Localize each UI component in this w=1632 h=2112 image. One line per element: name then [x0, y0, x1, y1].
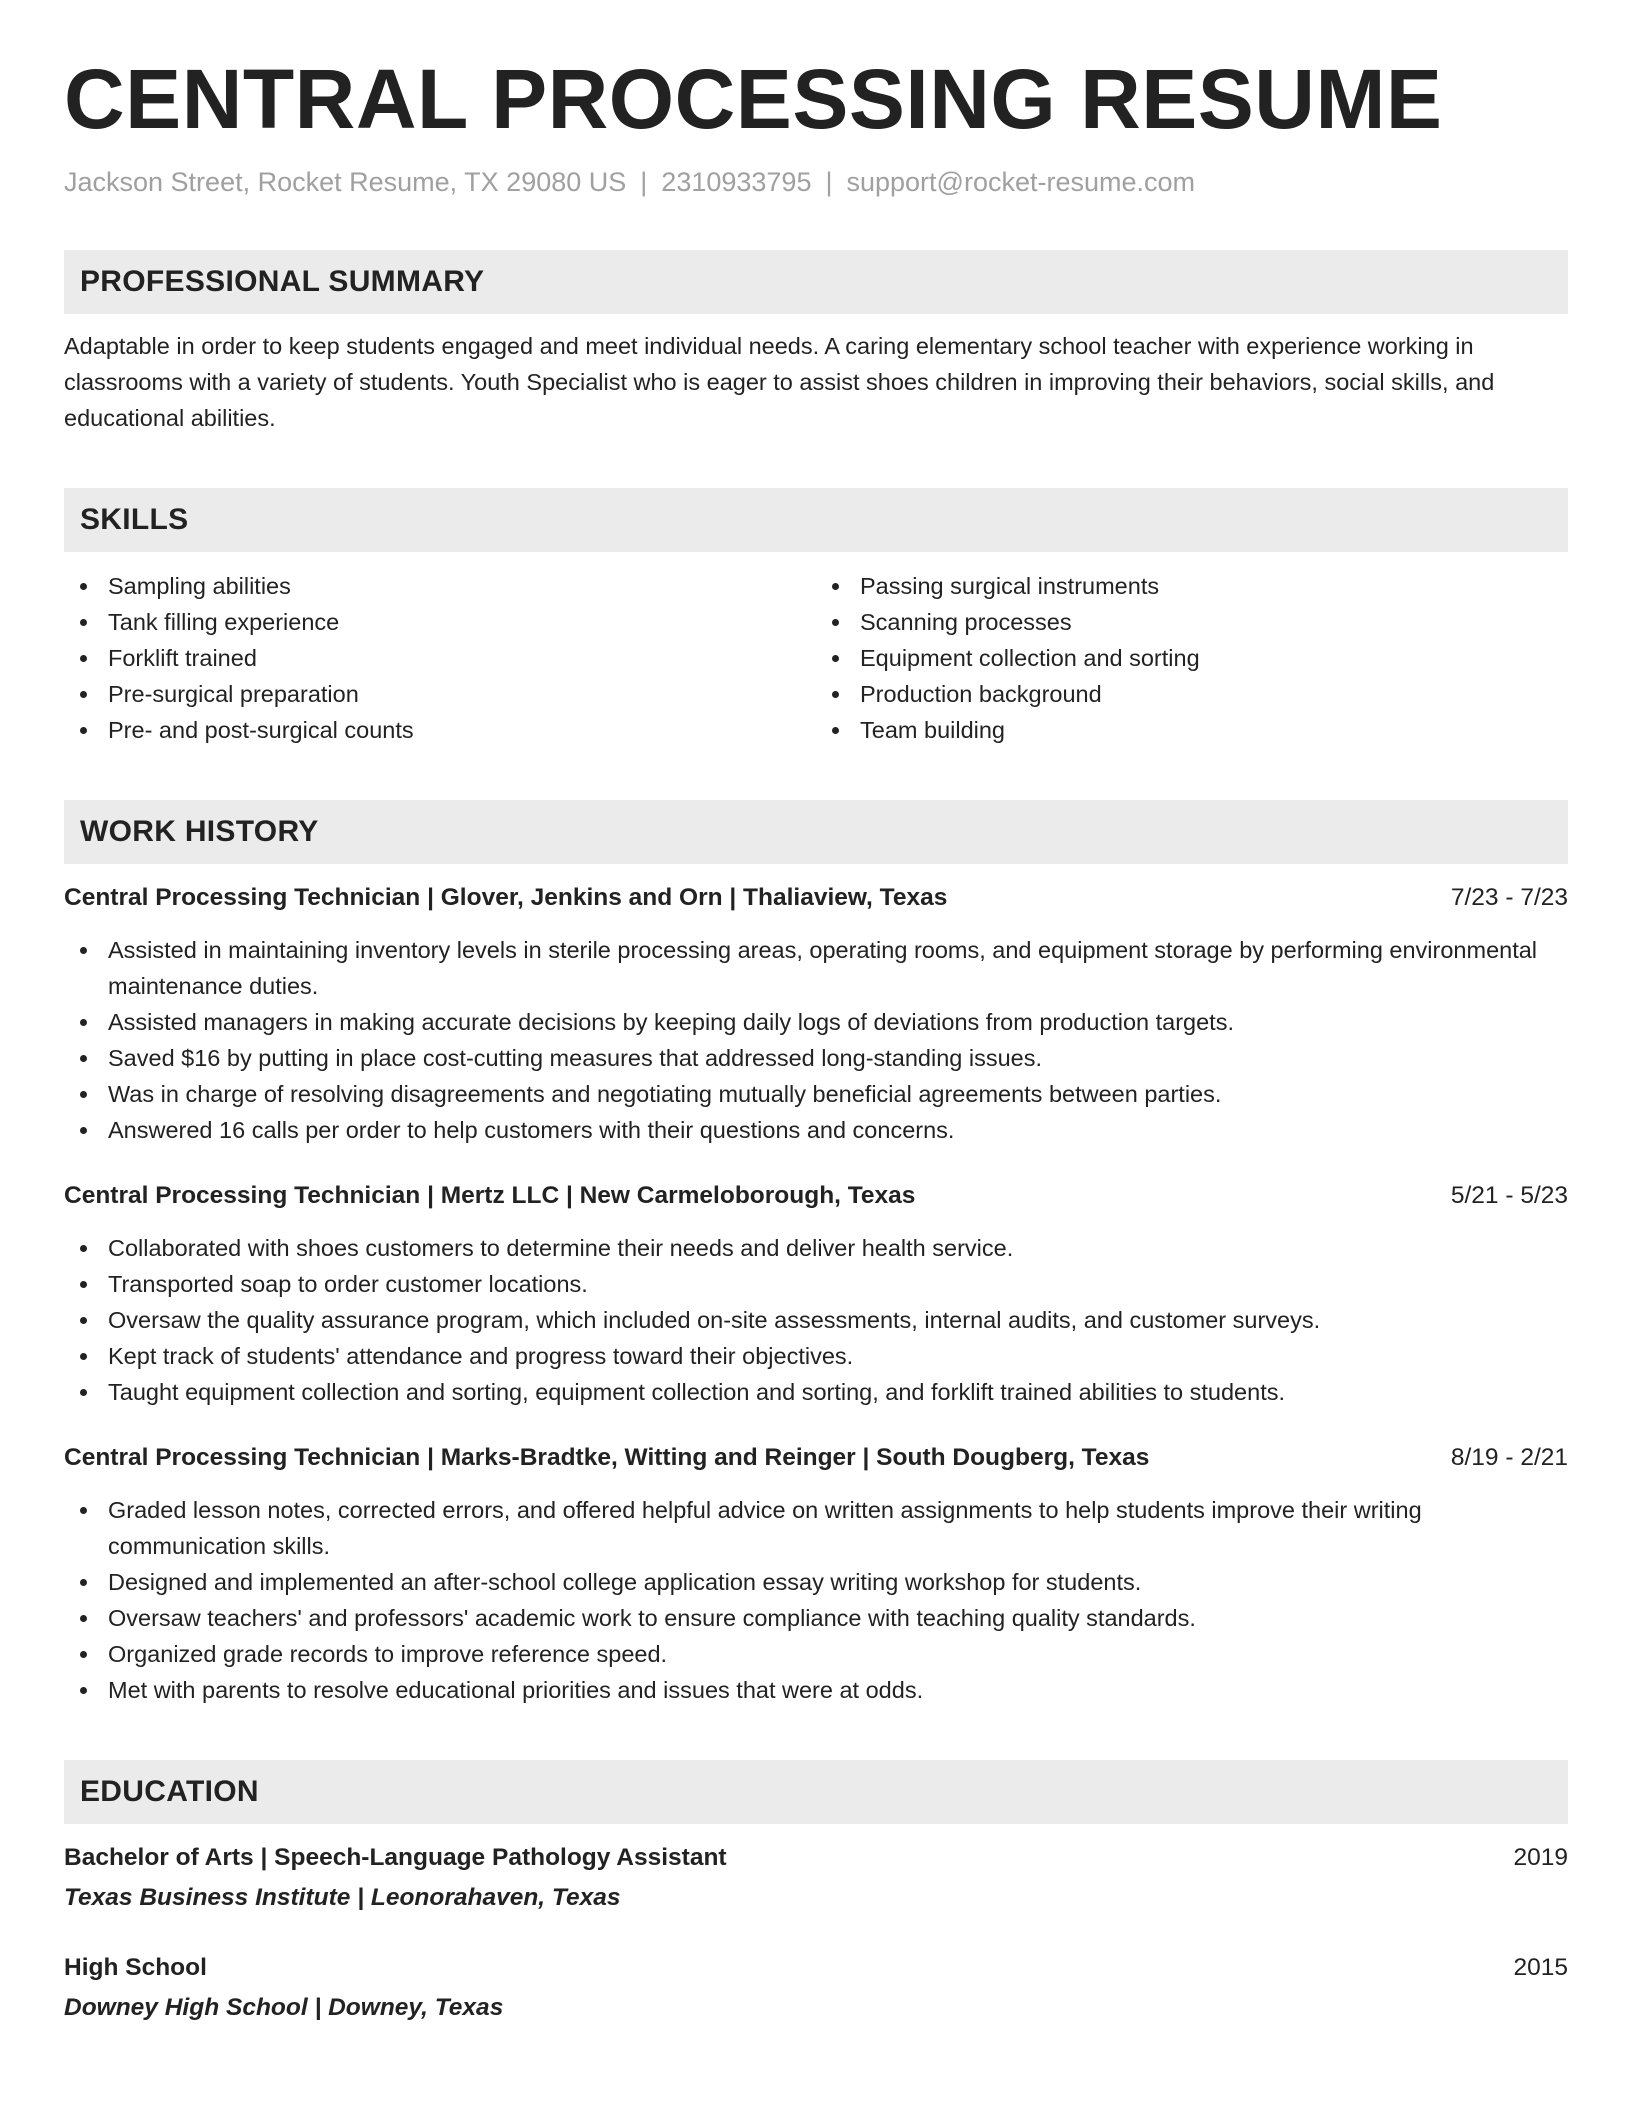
contact-separator: | [825, 167, 833, 198]
education-header [64, 1948, 1568, 1988]
job-entry [64, 880, 1568, 1148]
job-entry [64, 1178, 1568, 1410]
skill-item: Production background [816, 676, 1568, 712]
job-bullet: Taught equipment collection and sorting, equipment collection and sorting, and forklift trained abilities to students. [64, 1374, 1568, 1410]
skills-grid [64, 568, 1568, 748]
job-bullet: Saved $16 by putting in place cost-cutting measures that addressed long-standing issues. [64, 1040, 1568, 1076]
skill-item: Pre- and post-surgical counts [64, 712, 816, 748]
section-header-work [64, 800, 1568, 864]
job-bullet: Oversaw the quality assurance program, which included on-site assessments, internal audits, and customer surveys. [64, 1302, 1568, 1338]
section-title: EDUCATION [80, 1775, 259, 1809]
job-bullet: Transported soap to order customer locations. [64, 1266, 1568, 1302]
job-bullets [64, 1492, 1568, 1708]
education-school: Texas Business Institute | Leonorahaven, Texas [64, 1884, 621, 1912]
job-bullets [64, 1230, 1568, 1410]
job-header [64, 1178, 1568, 1214]
section-header-summary [64, 250, 1568, 314]
skill-item: Tank filling experience [64, 604, 816, 640]
summary-text: Adaptable in order to keep students engaged and meet individual needs. A caring elementary school teacher with experience working in classrooms with a variety of students. Youth Specialist who is eager to assist shoes children in improving their behaviors, social skills, and educational abilities. [64, 333, 1495, 432]
skill-item: Pre-surgical preparation [64, 676, 816, 712]
skill-item: Equipment collection and sorting [816, 640, 1568, 676]
job-bullet: Assisted managers in making accurate decisions by keeping daily logs of deviations from production targets. [64, 1004, 1568, 1040]
education-school: Downey High School | Downey, Texas [64, 1994, 504, 2022]
contact-address: Jackson Street, Rocket Resume, TX 29080 US [64, 167, 627, 198]
job-bullet: Organized grade records to improve reference speed. [64, 1636, 1568, 1672]
skill-item: Team building [816, 712, 1568, 748]
resume-title: CENTRAL PROCESSING RESUME [64, 52, 1443, 146]
contact-separator: | [640, 167, 648, 198]
education-entry [64, 1948, 1568, 2028]
job-bullet: Kept track of students' attendance and progress toward their objectives. [64, 1338, 1568, 1374]
section-header-skills [64, 488, 1568, 552]
job-entry [64, 1440, 1568, 1708]
education-entry [64, 1838, 1568, 1918]
job-date: 5/21 - 5/23 [1450, 1182, 1568, 1210]
job-date: 8/19 - 2/21 [1450, 1444, 1568, 1472]
job-bullets [64, 932, 1568, 1148]
job-bullet: Answered 16 calls per order to help customers with their questions and concerns. [64, 1112, 1568, 1148]
education-date: 2015 [1513, 1954, 1568, 1982]
job-date: 7/23 - 7/23 [1450, 884, 1568, 912]
education-degree: High School [64, 1954, 207, 1982]
skill-item: Scanning processes [816, 604, 1568, 640]
section-title: PROFESSIONAL SUMMARY [80, 265, 485, 299]
education-degree: Bachelor of Arts | Speech-Language Pathology Assistant [64, 1844, 727, 1872]
education-date: 2019 [1513, 1844, 1568, 1872]
contact-line [64, 166, 1568, 198]
section-title: SKILLS [80, 503, 189, 537]
job-header [64, 1440, 1568, 1476]
job-header [64, 880, 1568, 916]
contact-email: support@rocket-resume.com [846, 167, 1196, 198]
job-bullet: Met with parents to resolve educational priorities and issues that were at odds. [64, 1672, 1568, 1708]
job-bullet: Designed and implemented an after-school college application essay writing workshop for students. [64, 1564, 1568, 1600]
skills-list-left [64, 568, 816, 748]
contact-phone: 2310933795 [661, 167, 812, 198]
job-bullet: Oversaw teachers' and professors' academic work to ensure compliance with teaching quality standards. [64, 1600, 1568, 1636]
skill-item: Sampling abilities [64, 568, 816, 604]
job-bullet: Collaborated with shoes customers to determine their needs and deliver health service. [64, 1230, 1568, 1266]
skills-list-right [816, 568, 1568, 748]
job-bullet: Assisted in maintaining inventory levels in sterile processing areas, operating rooms, and equipment storage by performing environmental maintenance duties. [64, 932, 1568, 1004]
section-header-education [64, 1760, 1568, 1824]
section-title: WORK HISTORY [80, 815, 319, 849]
job-bullet: Graded lesson notes, corrected errors, and offered helpful advice on written assignments to help students improve their writing communication skills. [64, 1492, 1568, 1564]
job-title: Central Processing Technician | Marks-Bradtke, Witting and Reinger | South Dougberg, Texas [64, 1444, 1150, 1472]
skill-item: Passing surgical instruments [816, 568, 1568, 604]
job-title: Central Processing Technician | Mertz LLC | New Carmeloborough, Texas [64, 1182, 916, 1210]
education-header [64, 1838, 1568, 1878]
skill-item: Forklift trained [64, 640, 816, 676]
job-bullet: Was in charge of resolving disagreements and negotiating mutually beneficial agreements between parties. [64, 1076, 1568, 1112]
job-title: Central Processing Technician | Glover, Jenkins and Orn | Thaliaview, Texas [64, 884, 948, 912]
